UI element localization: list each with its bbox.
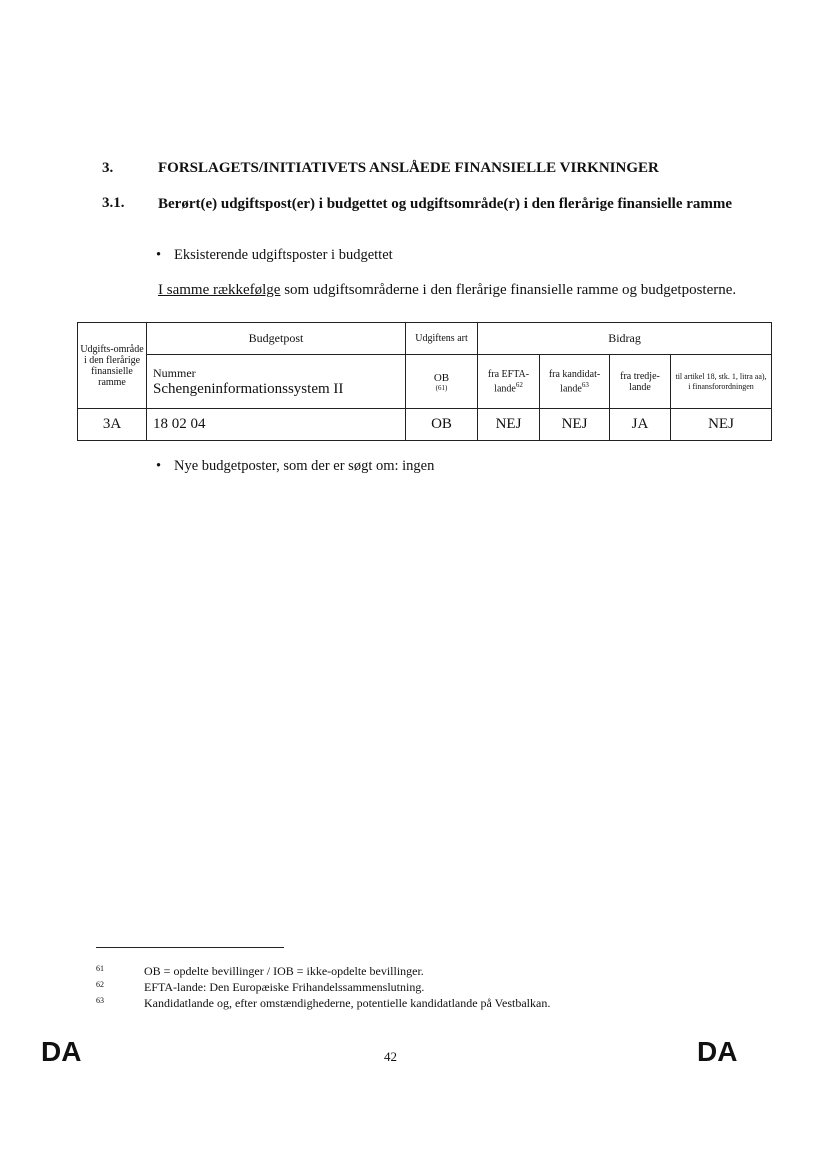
bullet-icon: • — [156, 458, 162, 474]
footnote-text: Kandidatlande og, efter omstændighederne, potentielle kandidatlande på Vestbalkan. — [144, 996, 551, 1010]
subsection-number: 3.1. — [102, 195, 125, 211]
budget-table — [77, 322, 772, 441]
language-logo-left: DA — [41, 1036, 82, 1067]
footnote-number: 63 — [96, 996, 104, 1005]
header-efta: fra EFTA-lande$^{62}$ — [478, 355, 540, 409]
header-artikel: til artikel 18, stk. 1, litra aa), i finansforordningen — [671, 355, 772, 409]
paragraph-rest: som udgiftsområderne i den flerårige finansielle ramme og budgetposterne. — [280, 282, 737, 298]
page-number: 42 — [384, 1049, 397, 1064]
cell-kandidat: NEJ — [540, 409, 610, 441]
post-name: Schengeninformationssystem II — [153, 380, 344, 397]
order-paragraph — [158, 281, 750, 299]
bullet-new-posts: • Nye budgetposter, som der er søgt om: ingen — [156, 458, 435, 474]
footnote-text: EFTA-lande: Den Europæiske Frihandelssammenslutning. — [144, 980, 425, 994]
ob-label: OB — [433, 371, 450, 384]
cell-efta: NEJ — [478, 409, 540, 441]
bullet-icon: • — [156, 247, 162, 263]
footnote-number: 62 — [96, 980, 104, 989]
language-logo-right: DA — [697, 1036, 738, 1067]
bullet-existing-posts: • Eksisterende udgiftsposter i budgettet — [156, 247, 393, 263]
efta-footnote-ref: 62 — [515, 380, 523, 389]
footnote-number: 61 — [96, 964, 104, 973]
art-cell — [406, 355, 478, 409]
cell-art: OB — [406, 409, 478, 441]
cell-artikel: NEJ — [671, 409, 772, 441]
underlined-phrase: I samme rækkefølge — [158, 282, 281, 298]
subsection-title: Berørt(e) udgiftspost(er) i budgettet og udgiftsområde(r) i den flerårige finansielle ramme — [158, 196, 733, 212]
budget-post-cell — [147, 355, 406, 409]
header-tredje: fra tredje-lande — [610, 355, 671, 409]
nummer-label: Nummer — [153, 365, 196, 380]
table-row — [78, 409, 772, 441]
footnote-separator — [96, 947, 284, 948]
footnote-text: OB = opdelte bevillinger / IOB = ikke-opdelte bevillinger. — [144, 964, 424, 978]
cell-tredje: JA — [610, 409, 671, 441]
ob-footnote-ref: (61) — [435, 383, 448, 392]
section-number: 3. — [102, 160, 114, 176]
header-art: Udgiftens art — [406, 323, 478, 355]
header-budget-post: Budgetpost — [147, 323, 406, 355]
header-bidrag: Bidrag — [478, 323, 772, 355]
header-kandidat: fra kandidat-lande$^{63}$ — [540, 355, 610, 409]
kandidat-footnote-ref: 63 — [581, 380, 589, 389]
cell-number: 18 02 04 — [147, 409, 406, 441]
cell-area: 3A — [78, 409, 147, 441]
section-title: FORSLAGETS/INITIATIVETS ANSLÅEDE FINANSIELLE VIRKNINGER — [158, 160, 659, 176]
header-area: Udgifts-område i den flerårige finansielle ramme — [78, 323, 147, 409]
